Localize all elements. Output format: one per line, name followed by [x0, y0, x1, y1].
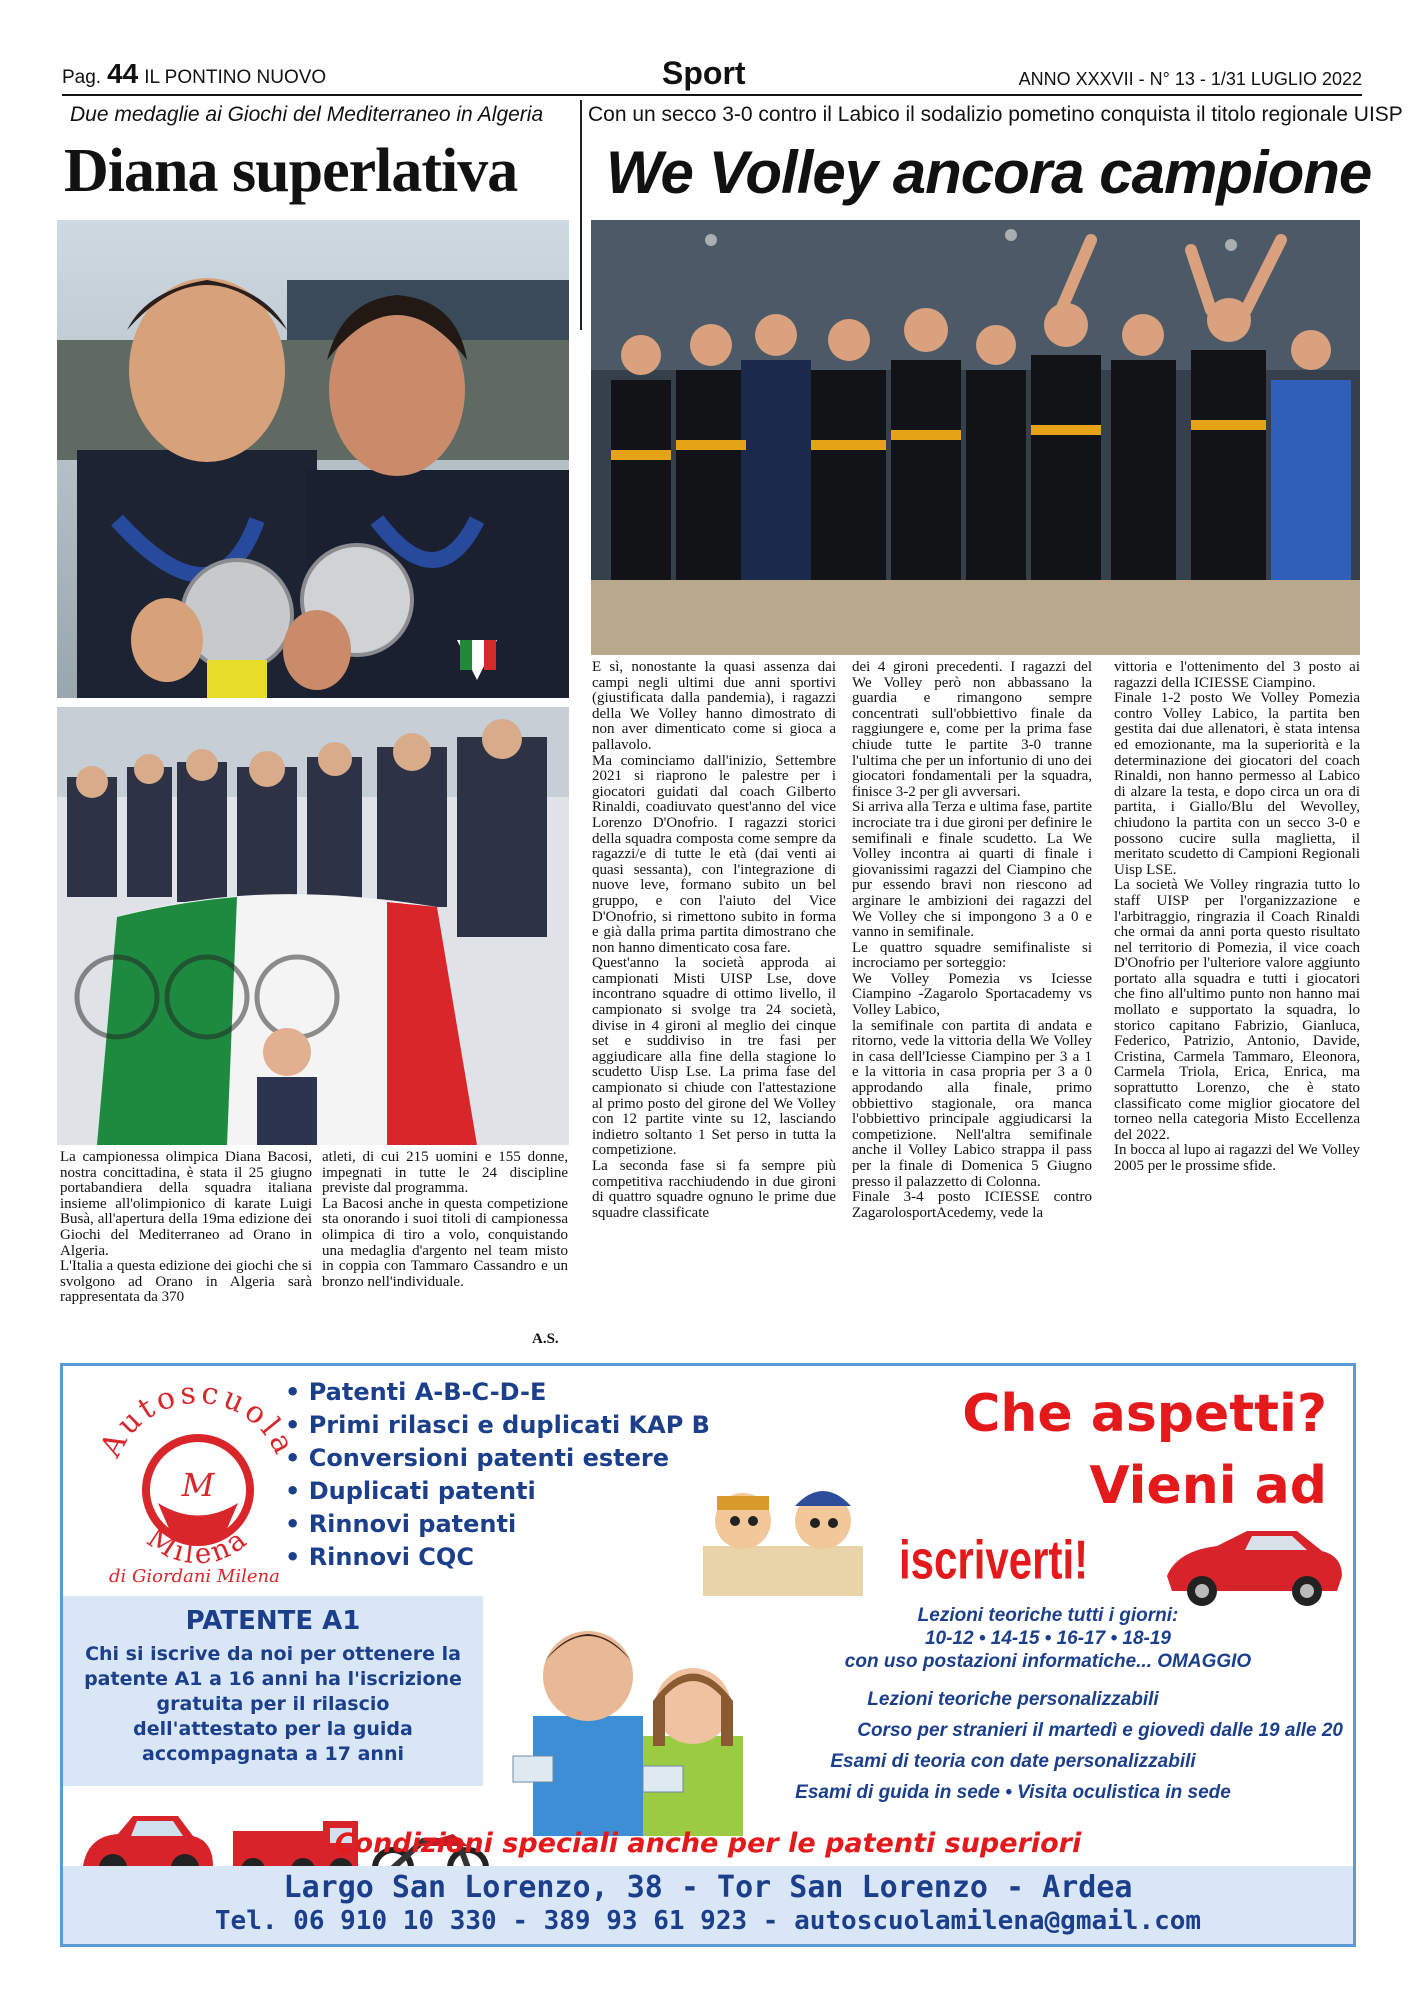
contact-band	[63, 1866, 1353, 1944]
right-article-col-2: dei 4 gironi precedenti. I ragazzi del We Volley però non abbassano la guardia e rimangono sempre concentrati sull'obbiettivo finale da raggiungere e, come per la prima fase chiude tutte le partite 3-0 tranne l'ultima che per un infortunio di uno dei giocatori fondamentali per la squadra, finisce 3-2 per gli avversari. Si arriva alla Terza e ultima fase, partite incrociate tra i due gironi per definire le semifinali e finale scudetto. La We Volley incontra ai quarti di finale i giovanissimi ragazzi del Ciampino che pur essendo bravi non riescono ad arginare le ambizioni dei ragazzi del We Volley che si impongono 3 a 0 e vanno in semifinale. Le quattro squadre semifinaliste si incrociamo per sorteggio: We Volley Pomezia vs Iciesse Ciampino -Zagarolo Sportacademy vs Volley Labico, la semifinale con partita di andata e ritorno, vede la vittoria della We Volley in casa dell'Iciesse Ciampino per 3 a 1 e la vittoria in casa propria per 3 a 0 approdando alla finale, primo obbiettivo stagionale, ora manca l'obbiettivo principale aggiudicarsi la competizione. Nell'altra semifinale anche il Volley Labico strappa il pass per la finale di Domenica 5 Giugno presso il palazzetto di Colonna. Finale 3-4 posto ICIESSE contro ZagarolosportAcedemy, vede la	[852, 660, 1092, 1221]
right-kicker: Con un secco 3-0 contro il Labico il sodalizio pometino conquista il titolo regionale UISP	[588, 103, 1403, 126]
services-list	[285, 1376, 710, 1574]
slogan-line-2: Vieni ad	[1089, 1456, 1327, 1516]
left-article-signature: A.S.	[532, 1331, 559, 1347]
we-volley-team-photo	[591, 220, 1360, 655]
lessons-hours: 10-12 • 14-15 • 16-17 • 18-19	[924, 1628, 1171, 1649]
contacts-line: Tel. 06 910 10 330 - 389 93 61 923 - autoscuolamilena@gmail.com	[214, 1906, 1202, 1936]
service-item: • Patenti A-B-C-D-E	[285, 1376, 710, 1409]
left-article-col-2: atleti, di cui 215 uomini e 155 donne, impegnati in tutte le 24 discipline previste dal programma. La Bacosi anche in questa competizione sta onorando i suoi titoli di campionessa olimpica di tiro a volo, conquistando una medaglia d'argento nel team misto in coppia con Tammaro Cassandro e un bronzo nell'individuale.	[322, 1150, 568, 1290]
left-headline: Diana superlativa	[64, 137, 518, 205]
logo-monogram: M	[181, 1466, 215, 1504]
left-article-col-1: La campionessa olimpica Diana Bacosi, nostra concittadina, è stata il 25 giugno portabandiera della squadra italiana insieme all'olimpionico di karate Luigi Busà, all'apertura della 19ma edizione dei Giochi del Mediterraneo ad Orano in Algeria. L'Italia a questa edizione dei giochi che si svolgono ad Orano in Algeria sarà rappresentata da 370	[60, 1150, 312, 1306]
flag-ceremony-photo	[57, 707, 569, 1145]
lessons-details	[683, 1684, 1343, 1808]
address-line: Largo San Lorenzo, 38 - Tor San Lorenzo - Ardea	[283, 1870, 1133, 1905]
page-label: Pag.	[62, 67, 102, 88]
logo-subtitle: di Giordani Milena	[109, 1566, 280, 1587]
service-item: • Primi rilasci e duplicati KAP B	[285, 1409, 710, 1442]
column-divider	[580, 100, 582, 330]
page-header	[62, 55, 1362, 96]
page-info	[62, 58, 326, 90]
medal-selfie-photo	[57, 220, 569, 698]
issue-info: ANNO XXXVII - N° 13 - 1/31 LUGLIO 2022	[1018, 69, 1362, 89]
slogan-line-1: Che aspetti?	[962, 1384, 1327, 1444]
paper-name: IL PONTINO NUOVO	[144, 67, 327, 88]
section-title: Sport	[662, 55, 746, 91]
logo-arc-top: Autoscuola	[93, 1378, 303, 1463]
service-item: • Rinnovi CQC	[285, 1541, 710, 1574]
lessons-line: Corso per stranieri il martedì e giovedì dalle 19 alle 20	[857, 1720, 1343, 1741]
slogan-line-3: iscriverti!	[899, 1529, 1089, 1591]
lessons-line: Lezioni teoriche personalizzabili	[867, 1689, 1159, 1710]
autoscuola-logo	[83, 1378, 313, 1588]
service-item: • Duplicati patenti	[285, 1475, 710, 1508]
page-number: 44	[107, 58, 139, 89]
patente-a1-box	[63, 1596, 483, 1786]
autoscuola-advertisement	[60, 1363, 1356, 1947]
service-item: • Conversioni patenti estere	[285, 1442, 710, 1475]
patente-a1-title: PATENTE A1	[185, 1606, 361, 1636]
students-cartoon	[683, 1476, 883, 1596]
lessons-info	[753, 1604, 1343, 1673]
lessons-line: Esami di teoria con date personalizzabili	[830, 1751, 1196, 1772]
lessons-line: Esami di guida in sede • Visita oculistica in sede	[795, 1782, 1231, 1803]
lessons-line: con uso postazioni informatiche... OMAGGIO	[844, 1651, 1252, 1672]
logo-arc-bottom: Milena	[141, 1520, 255, 1571]
special-conditions-banner: Condizioni speciali anche per le patenti superiori	[334, 1828, 1082, 1859]
patente-a1-text: Chi si iscrive da noi per ottenere la patente A1 a 16 anni ha l'iscrizione gratuita per il rilascio dell'attestato per la guida accompagnata a 17 anni	[84, 1643, 462, 1765]
right-article-col-1: E sì, nonostante la quasi assenza dai campi negli ultimi due anni sportivi (giustificata dalla pandemia), i ragazzi della We Volley hanno dimostrato di non aver dimenticato come si gioca a pallavolo. Ma cominciamo dall'inizio, Settembre 2021 si riaprono le palestre per i giocatori guidati dal coach Gilberto Rinaldi, coadiuvato quest'anno del vice Lorenzo D'Onofrio. I ragazzi storici della squadra composta come sempre da ragazzi/e di tutte le età (dai venti ai quasi sessanta), con l'integrazione di nuove leve, formano subito un bel gruppo, e con l'aiuto del Vice D'Onofrio, si rimettono subito in forma e già dalla prima partita dimostrano che non hanno dimenticato cosa fare. Quest'anno la società approda ai campionati Misti UISP Lse, dove incontrano squadre di ottimo livello, il campionato si svolge tra 24 società, divise in 4 gironi al meglio dei cinque set e suddiviso in tre fasi per aggiudicare alla fine della stagione lo scudetto Uisp Lse. La prima fase del campionato si chiude con l'attestazione al primo posto del girone del We Volley con 12 partite vinte su 12, lasciando indietro soltanto 1 Set perso in tutta la competizione. La seconda fase si fa sempre più competitiva racchiudendo in due gironi di quattro squadre ognuno le prime due squadre classificate	[592, 660, 836, 1221]
right-article-col-3: vittoria e l'ottenimento del 3 posto ai ragazzi della ICIESSE Ciampino. Finale 1-2 posto We Volley Pomezia contro Volley Labico, la partita ben gestita dai due allenatori, è stata intensa ed emozionante, ma la superiorità e la determinazione dei giocatori del coach Rinaldi, non hanno permesso al Labico di alzare la testa, e dopo circa un ora di partita, i Giallo/Blu del Wevolley, chiudono la partita con un secco 3-0 e possono cucire sulla maglietta, il meritato scudetto di Campioni Regionali Uisp LSE. La società We Volley ringrazia tutto lo staff UISP per l'organizzazione e l'arbitraggio, ringrazia il Coach Rinaldi che ormai da anni porta questo risultato nel territorio di Pomezia, il vice coach D'Onofrio per l'ulteriore valore aggiunto portato alla squadra e tutti i giocatori che fino all'ultimo punto non hanno mai mollato e supportato la squadra, lo storico capitano Fabrizio, Gianluca, Federico, Patrizio, Antonio, Davide, Cristina, Carmela Tammaro, Eleonora, Carmela Triola, Erica, Enrica, ma soprattutto Lorenzo, che è stato classificato come miglior giocatore del torneo nella categoria Misto Eccellenza del 2022. In bocca al lupo ai ragazzi del We Volley 2005 per le prossime sfide.	[1114, 660, 1360, 1174]
service-item: • Rinnovi patenti	[285, 1508, 710, 1541]
lessons-line: Lezioni teoriche tutti i giorni:	[917, 1605, 1179, 1626]
left-kicker: Due medaglie ai Giochi del Mediterraneo in Algeria	[70, 103, 544, 126]
red-car-image	[1157, 1516, 1347, 1611]
right-headline: We Volley ancora campione	[606, 139, 1372, 206]
